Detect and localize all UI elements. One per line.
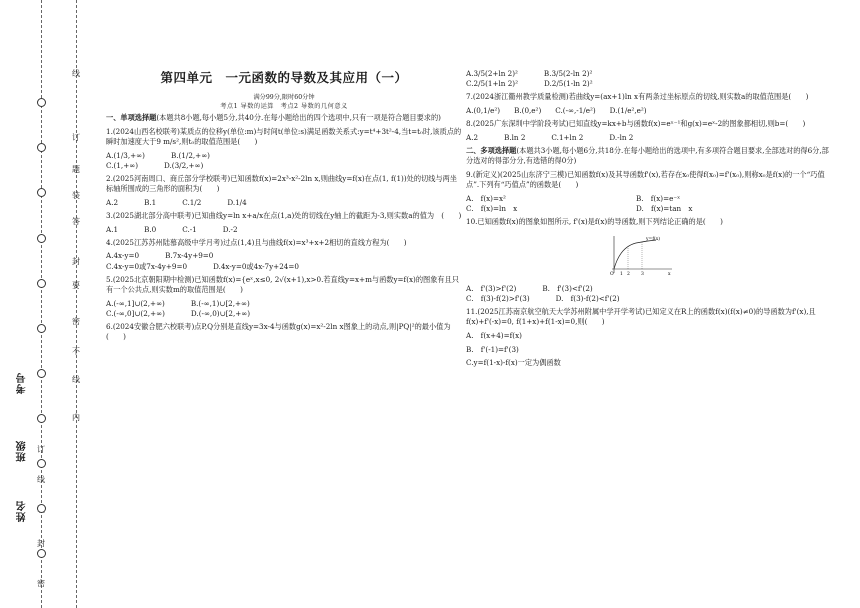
question-text: 8.(2025广东深圳中学阶段考试)已知直线y=kx+b与函数f(x)=eˣ⁻¹和g(x)=eˣ-2的图象都相切,则b=( ) xyxy=(466,119,806,129)
x-axis-label: x xyxy=(668,271,671,277)
option-d: D.-ln 2 xyxy=(609,132,634,142)
binding-mark: 线 xyxy=(72,375,80,384)
binding-hole-circle xyxy=(37,234,46,243)
option-c: C. f(x)=ln x xyxy=(466,203,518,213)
section-single-choice xyxy=(106,113,462,123)
option-d: D.(1/e²,e²) xyxy=(609,106,647,115)
option-c: C.-1 xyxy=(182,224,197,234)
question-2 xyxy=(106,174,462,208)
name-label: 姓名 xyxy=(17,500,28,522)
option-c: C.1+ln 2 xyxy=(551,132,584,142)
class-label: 班级 xyxy=(17,440,28,462)
binding-hole-circle xyxy=(37,143,46,152)
question-text: 4.(2025江苏苏州陆慕高级中学月考)过点(1,4)且与曲线f(x)=x³+x+2相切的直线方程为( ) xyxy=(106,237,407,247)
option-d: D.-2 xyxy=(222,224,238,234)
question-options xyxy=(466,133,832,143)
option-d: D. f(x)=tan x xyxy=(636,203,693,213)
option-c: C.(-∞,0]∪(2,+∞) xyxy=(106,308,165,318)
option-b: B.0 xyxy=(144,224,157,234)
question-6-options xyxy=(466,79,832,89)
binding-mark: 封 xyxy=(72,257,80,266)
option-b: B. f'(-1)=f'(3) xyxy=(466,344,519,354)
option-b: B.3/5(2-ln 2)² xyxy=(543,69,593,78)
left-column xyxy=(106,66,462,346)
binding-hole-circle xyxy=(37,414,46,423)
binding-hole-circle xyxy=(37,188,46,197)
section-heading: 二、多项选择题 xyxy=(466,146,517,155)
question-text: 5.(2025北京朝阳期中检测)已知函数f(x)={eˣ,x≤0, 2√(x+1),x>0.若直线y=x+m与函数y=f(x)的图象有且只有一个公共点,则实数m的取值范围是( ) xyxy=(106,274,459,294)
question-9 xyxy=(466,170,832,214)
question-options xyxy=(106,299,462,309)
question-text: 3.(2025湖北部分高中联考)已知曲线y=ln x+a/x在点(1,a)处的切线在y轴上的截距为-3,则实数a的值为 ( ) xyxy=(106,211,462,220)
question-options xyxy=(106,161,462,171)
section-desc: (本题共3小题,每小题6分,共18分.在每小题给出的选项中,有多项符合题目要求,全部选对的得6分,部分选对的得部分分,有选错的得0分) xyxy=(466,146,829,166)
question-8 xyxy=(466,119,832,143)
question-options xyxy=(466,106,832,116)
option-a: A.4x-y=0 xyxy=(106,251,140,261)
question-6 xyxy=(106,322,462,342)
section-desc: (本题共8小题,每小题5分,共40分.在每小题给出的四个选项中,只有一项是符合题目要求的) xyxy=(156,113,441,123)
fx-label: y=f(x) xyxy=(646,236,661,242)
question-1 xyxy=(106,127,462,171)
binding-mark: 装 xyxy=(72,191,80,200)
option-b: B.(-∞,1)∪[2,+∞) xyxy=(190,298,250,308)
option-b: B.ln 2 xyxy=(504,132,526,142)
x-tick-label: 3 xyxy=(641,271,644,277)
x-tick-label: 1 xyxy=(620,271,623,277)
x-tick-label: 2 xyxy=(627,271,630,277)
binding-hole-circle xyxy=(37,504,46,513)
binding-mark: 订 xyxy=(72,133,80,142)
option-a: A.2 xyxy=(466,132,479,142)
question-options xyxy=(106,262,462,272)
question-text: 6.(2024安徽合肥六校联考)点P,Q分别是直线y=3x-4与函数g(x)=x²-2ln x图象上的动点,则|PQ|²的最小值为( ) xyxy=(106,322,451,342)
question-7 xyxy=(466,92,832,116)
option-c: C.1/2 xyxy=(182,197,202,207)
binding-hole-circle xyxy=(37,324,46,333)
exam-points: 考点1 导数的运算 考点2 导数的几何意义 xyxy=(220,103,348,111)
right-column xyxy=(466,69,832,372)
question-options xyxy=(106,151,462,161)
option-b: B. f(x)=e⁻ˣ xyxy=(636,193,681,203)
option-d: D.4x-y=0或4x-7y+24=0 xyxy=(213,261,299,271)
option-a: A.(-∞,1]∪(2,+∞) xyxy=(106,298,165,308)
question-options xyxy=(106,225,462,235)
option-a: A. f(x)=x² xyxy=(466,193,506,203)
question-text: 2.(2025河南周口、商丘部分学校联考)已知函数f(x)=2x³-x²-2ln x,则曲线y=f(x)在点(1, f(1))处的切线与两坐标轴所围成的三角形的面积为( ) xyxy=(106,174,457,194)
option-c: C. f(3)-f(2)>f'(3) xyxy=(466,294,530,303)
score-info: 满分99分,限时60分钟 xyxy=(253,94,315,102)
question-text: 10.已知函数f(x)的图象如图所示, f'(x)是f(x)的导函数,则下列结论正确的是( ) xyxy=(466,217,723,226)
question-options xyxy=(466,204,832,214)
option-b: B.7x-4y+9=0 xyxy=(165,251,214,261)
option-b: B.1 xyxy=(144,197,157,207)
binding-hole-circle xyxy=(37,459,46,468)
binding-mark: 密 xyxy=(72,317,80,326)
binding-mark: 线 xyxy=(37,475,45,484)
origin-label: O xyxy=(610,271,614,277)
option-c: C.2/5(1+ln 2)² xyxy=(466,79,518,89)
question-options xyxy=(466,294,832,304)
fold-line xyxy=(41,0,42,608)
fx-curve xyxy=(614,240,656,269)
binding-hole-circle xyxy=(37,369,46,378)
question-options xyxy=(106,198,462,208)
binding-mark: 封 xyxy=(37,539,45,548)
option-a: A.(1/3,+∞) xyxy=(106,150,145,160)
binding-mark: 密 xyxy=(37,579,45,588)
binding-mark: 订 xyxy=(37,445,45,454)
binding-hole-circle xyxy=(37,98,46,107)
question-options xyxy=(466,194,832,204)
question-options xyxy=(106,251,462,261)
question-text: 11.(2025江苏南京航空航天大学苏州附属中学开学考试)已知定义在R上的函数f(x)(f(x)≠0)的导函数为f'(x),且f(x)+f'(-x)=0, f(1+x)+f(1-x)=0,则( ) xyxy=(466,307,816,327)
question-options xyxy=(106,309,462,319)
option-a: A.1 xyxy=(106,224,119,234)
option-c: C.y=f(1-x)-f(x)一定为偶函数 xyxy=(466,358,561,368)
option-b: B.(0,e²) xyxy=(514,106,542,115)
option-a: A.(0,1/e²) xyxy=(466,106,501,115)
option-b: B. f'(3)<f'(2) xyxy=(542,283,593,293)
binding-mark: 要 xyxy=(72,281,80,290)
option-a: A. f'(3)>f'(2) xyxy=(466,283,517,293)
option-d: D.(-∞,0)∪[2,+∞) xyxy=(190,308,251,318)
question-text: 7.(2024浙江衢州教学质量检测)若曲线y=(ax+1)ln x有两条过坐标原点的切线,则实数a的取值范围是( ) xyxy=(466,92,809,102)
question-3 xyxy=(106,211,462,235)
binding-hole-circle xyxy=(37,279,46,288)
option-a: A. f(x+4)=f(x) xyxy=(466,331,522,340)
question-10 xyxy=(466,217,832,304)
student-id-label: 考号 xyxy=(17,372,28,394)
option-d: D.1/4 xyxy=(227,197,247,207)
option-a: A.3/5(2+ln 2)² xyxy=(466,69,518,78)
section-multiple-choice xyxy=(466,146,832,166)
question-text: 1.(2024山西名校联考)某质点的位移y(单位:m)与时间t(单位:s)满足函数关系式:y=t⁴+3t²-4,当t=t₀时,该质点的瞬时加速度大于9 m/s²,则t₀的取值范围是( ) xyxy=(106,126,462,146)
function-graph xyxy=(606,233,676,277)
question-text: 9.(新定义)(2025山东济宁三模)已知函数f(x)及其导函数f'(x),若存在x₀使得f(x₀)=f'(x₀),则称x₀是f(x)的一个“巧值点”.下列有“巧值点”的函数是( ) xyxy=(466,169,825,189)
question-11 xyxy=(466,307,832,368)
binding-mark: 答 xyxy=(72,217,80,226)
option-d: D.(3/2,+∞) xyxy=(164,160,204,170)
option-c: C.(1,+∞) xyxy=(106,160,139,170)
question-4 xyxy=(106,238,462,272)
page-title: 第四单元 一元函数的导数及其应用（一） xyxy=(160,70,408,85)
option-d: D. f(3)-f(2)<f'(2) xyxy=(555,294,620,303)
option-a: A.2 xyxy=(106,197,119,207)
question-5 xyxy=(106,275,462,319)
binding-mark: 题 xyxy=(72,165,80,174)
binding-strip xyxy=(0,0,92,608)
question-6-options xyxy=(466,69,832,79)
option-c: C.(-∞,-1/e²) xyxy=(555,106,596,115)
option-b: B.(1/2,+∞) xyxy=(170,150,210,160)
section-heading: 一、单项选择题 xyxy=(106,113,157,123)
question-options xyxy=(466,284,832,294)
option-d: D.2/5(1-ln 2)² xyxy=(543,79,593,89)
cut-line xyxy=(76,0,77,608)
binding-mark: 内 xyxy=(72,413,80,422)
binding-mark: 不 xyxy=(72,347,80,356)
binding-hole-circle xyxy=(37,549,46,558)
binding-mark: 线 xyxy=(72,69,80,78)
option-c: C.4x-y=0或7x-4y+9=0 xyxy=(106,261,188,271)
